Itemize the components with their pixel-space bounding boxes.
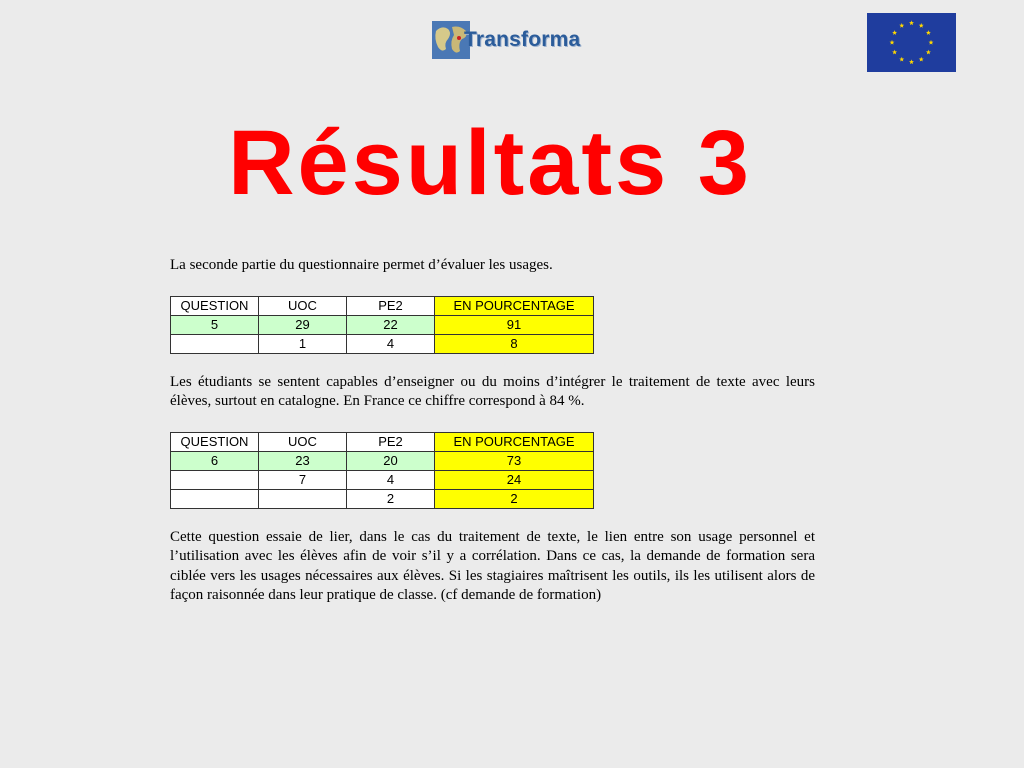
- table-row: [171, 489, 594, 508]
- table-cell: [171, 334, 259, 353]
- header-cell: PE2: [347, 432, 435, 451]
- table-cell: 22: [347, 315, 435, 334]
- header-cell: QUESTION: [171, 432, 259, 451]
- table-cell: 29: [259, 315, 347, 334]
- table-cell: 7: [259, 470, 347, 489]
- table-cell: 4: [347, 334, 435, 353]
- transforma-logo: [432, 20, 580, 60]
- page-title: Résultats 3: [228, 112, 752, 214]
- header-cell: PE2: [347, 296, 435, 315]
- table-row: [171, 334, 594, 353]
- paragraph-capabilities: Les étudiants se sentent capables d’enseigner ou du moins d’intégrer le traitement de texte avec leurs élèves, surtout en catalogne. En France ce chiffre correspond à 84 %.: [170, 373, 815, 409]
- table-cell: 4: [347, 470, 435, 489]
- table-row: [171, 315, 594, 334]
- table-cell: 91: [435, 315, 594, 334]
- main-content: [170, 256, 815, 606]
- table-cell: [171, 470, 259, 489]
- header-cell: UOC: [259, 432, 347, 451]
- results-table-q6: [170, 432, 594, 509]
- table-cell: 6: [171, 451, 259, 470]
- header-cell: QUESTION: [171, 296, 259, 315]
- table-cell: 2: [347, 489, 435, 508]
- table-cell: [171, 489, 259, 508]
- logo-text: Transforma: [464, 28, 581, 51]
- table-cell: 2: [435, 489, 594, 508]
- table-cell: [259, 489, 347, 508]
- table-cell: 5: [171, 315, 259, 334]
- header-cell: UOC: [259, 296, 347, 315]
- results-table-q5: [170, 296, 594, 354]
- paragraph-correlation: Cette question essaie de lier, dans le cas du traitement de texte, le lien entre son usage personnel et l’utilisation avec les élèves afin de voir s’il y a corrélation. Dans ce cas, la demande de formation sera ciblée vers les usages nécessaires aux élèves. Si les stagiaires maîtrisent les outils, ils les utilisent alors de façon raisonnée dans leur pratique de classe. (cf demande de formation): [170, 528, 815, 603]
- header-cell: EN POURCENTAGE: [435, 432, 594, 451]
- intro-text: La seconde partie du questionnaire permet d’évaluer les usages.: [170, 257, 553, 273]
- table-header-row: [171, 432, 594, 451]
- table-cell: 73: [435, 451, 594, 470]
- table-row: [171, 470, 594, 489]
- header-cell: EN POURCENTAGE: [435, 296, 594, 315]
- table-cell: 24: [435, 470, 594, 489]
- table-cell: 8: [435, 334, 594, 353]
- eu-flag-icon: [867, 13, 956, 72]
- table-cell: 20: [347, 451, 435, 470]
- table-cell: 23: [259, 451, 347, 470]
- table-cell: 1: [259, 334, 347, 353]
- table-row: [171, 451, 594, 470]
- table-header-row: [171, 296, 594, 315]
